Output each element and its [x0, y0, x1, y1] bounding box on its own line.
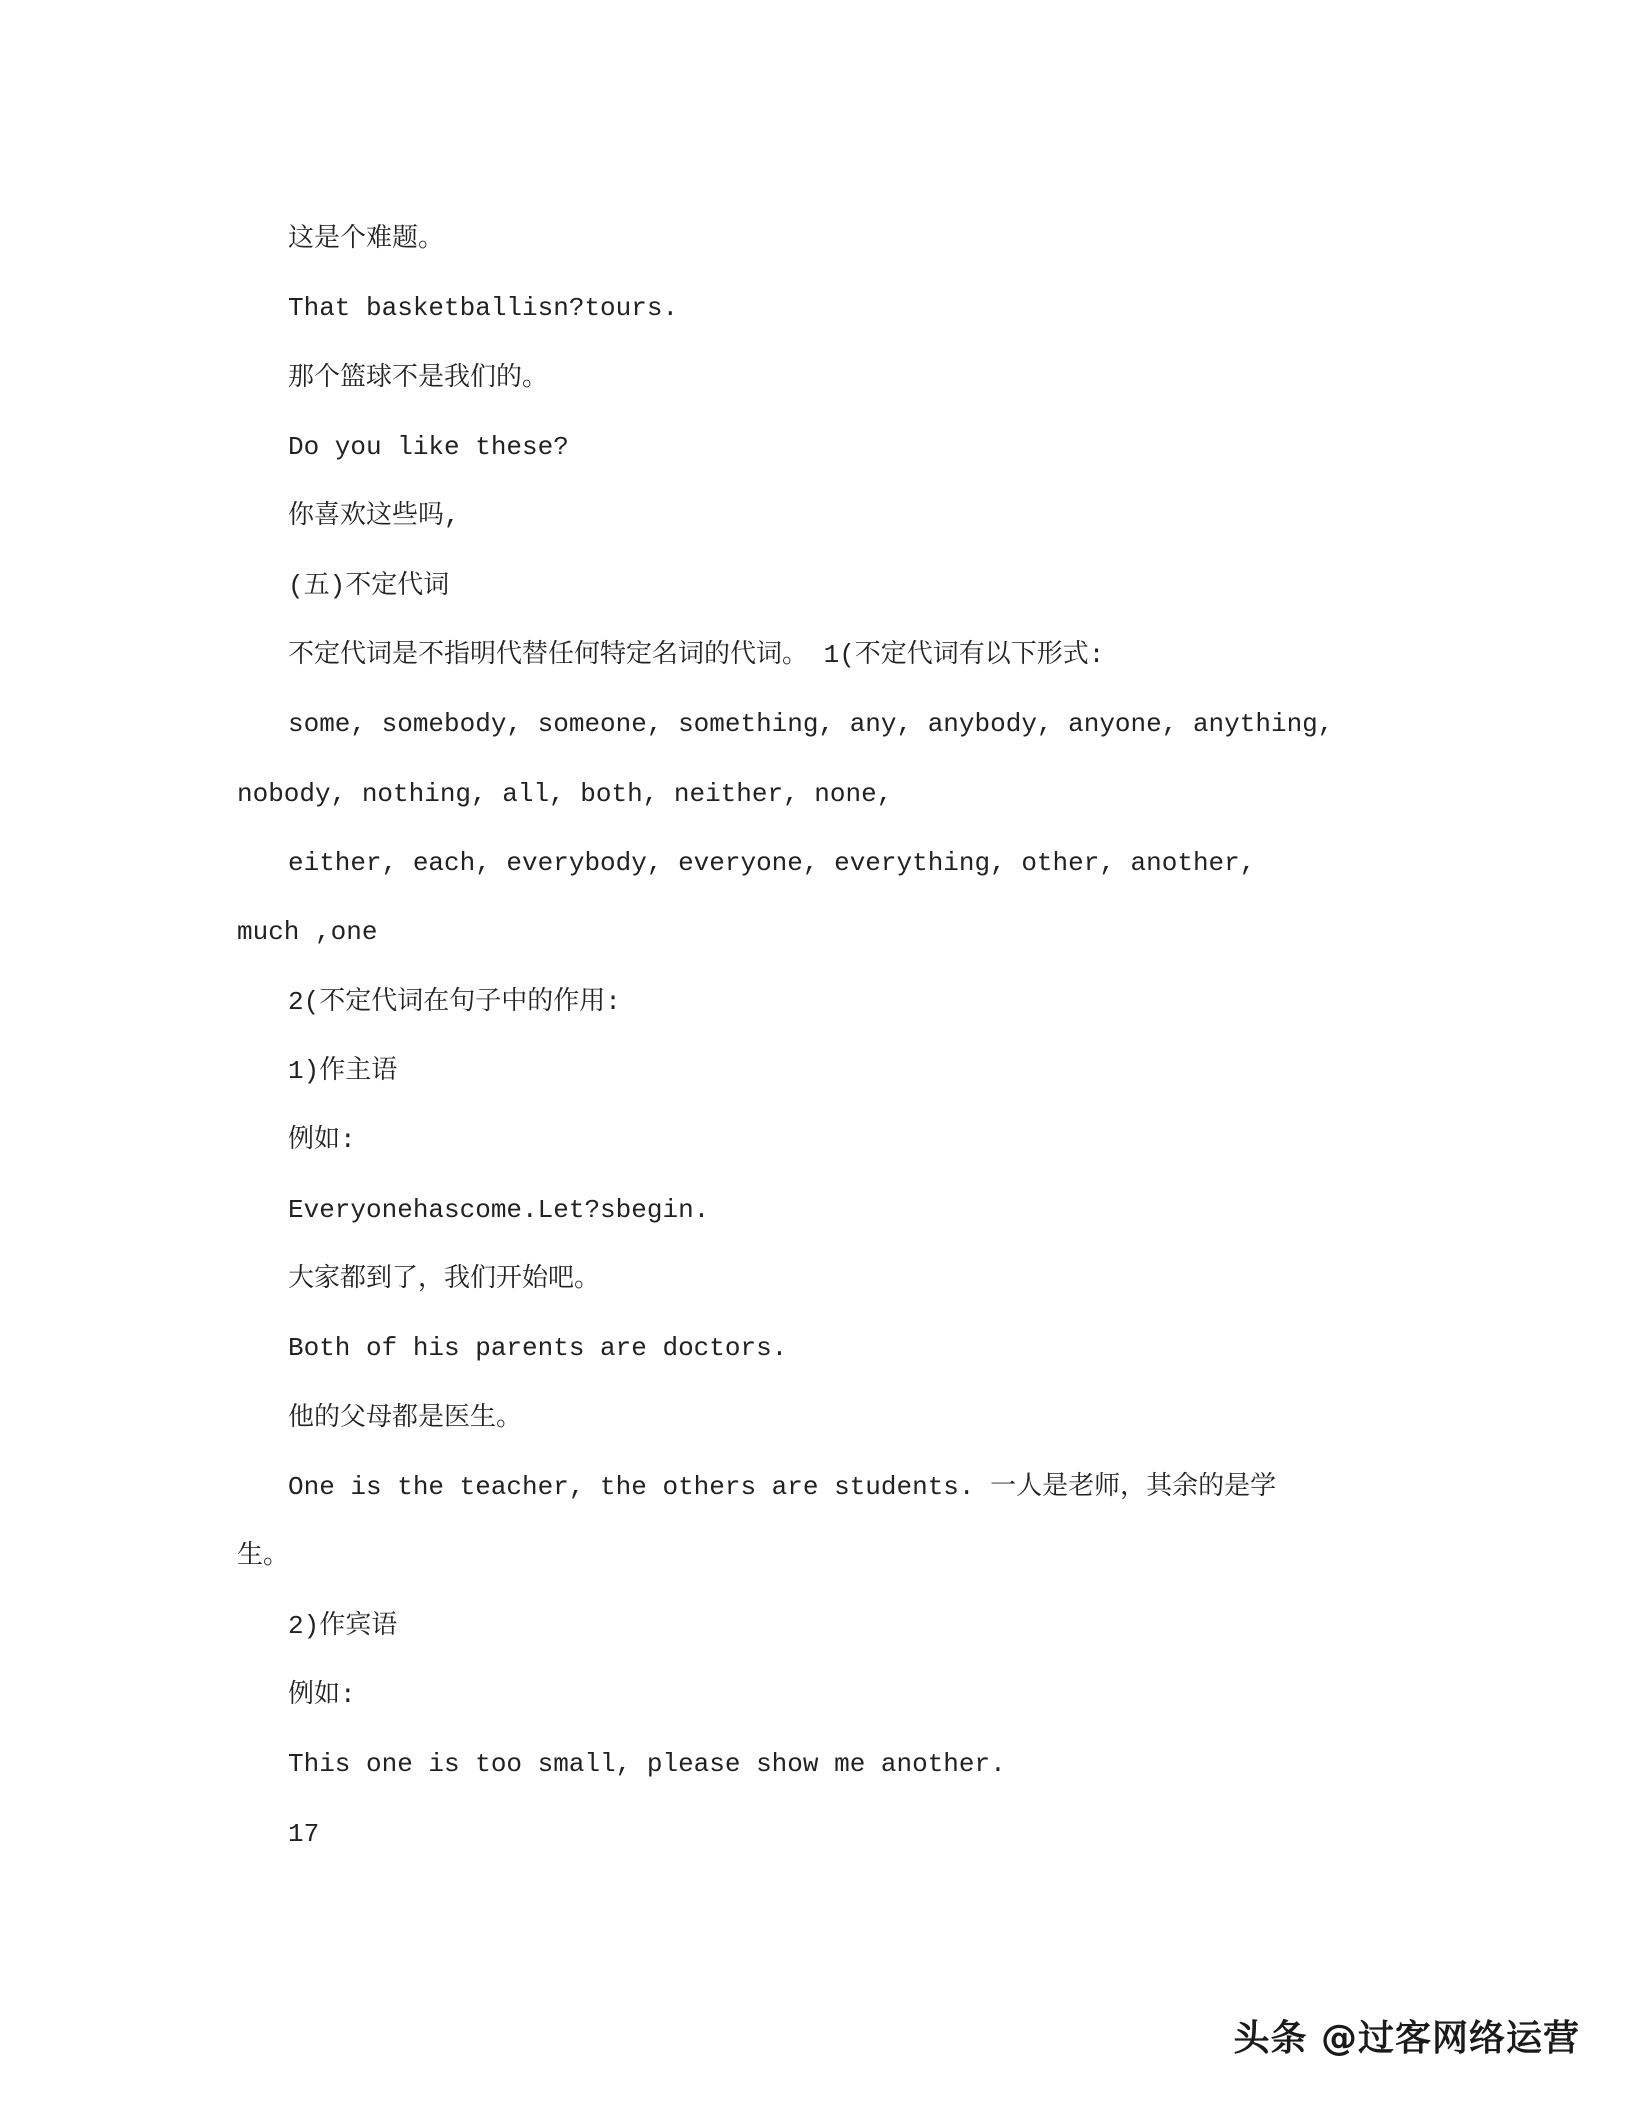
- usage-heading: 1)作主语: [288, 1055, 398, 1086]
- example-sentence-en: This one is too small, please show me another.: [288, 1749, 1006, 1780]
- example-sentence-en: That basketballisn?tours.: [288, 293, 679, 324]
- translation-zh: 大家都到了，我们开始吧。: [288, 1263, 601, 1294]
- pronoun-list-line: nobody, nothing, all, both, neither, none,: [237, 778, 893, 809]
- example-sentence-en: Do you like these?: [288, 431, 569, 462]
- translation-zh: 这是个难题。: [288, 224, 445, 254]
- watermark: 头条 @过客网络运营: [1233, 2018, 1580, 2059]
- definition-paragraph: 不定代词是不指明代替任何特定名词的代词。 1(不定代词有以下形式:: [288, 639, 1105, 670]
- example-sentence-en: Both of his parents are doctors.: [288, 1333, 788, 1364]
- section-heading: (五)不定代词: [288, 570, 450, 601]
- example-sentence-mixed: One is the teacher, the others are students. 一人是老师，其余的是学: [288, 1471, 1277, 1502]
- page-number: 17: [288, 1818, 320, 1849]
- example-label: 例如:: [288, 1125, 356, 1156]
- pronoun-list-line: some, somebody, someone, something, any, anybody, anyone, anything,: [288, 709, 1334, 740]
- translation-zh: 你喜欢这些吗,: [288, 501, 460, 532]
- example-sentence-mixed: 生。: [237, 1541, 290, 1572]
- document-body: [0, 205, 1632, 1869]
- example-label: 例如:: [288, 1679, 356, 1710]
- example-sentence-en: Everyonehascome.Let?sbegin.: [288, 1194, 710, 1225]
- subsection-heading: 2(不定代词在句子中的作用:: [288, 986, 621, 1017]
- pronoun-list-line: either, each, everybody, everyone, everything, other, another,: [288, 847, 1256, 878]
- translation-zh: 他的父母都是医生。: [288, 1402, 523, 1433]
- pronoun-list-line: much ,one: [237, 917, 378, 948]
- usage-heading: 2)作宾语: [288, 1610, 398, 1641]
- translation-zh: 那个篮球不是我们的。: [288, 362, 549, 393]
